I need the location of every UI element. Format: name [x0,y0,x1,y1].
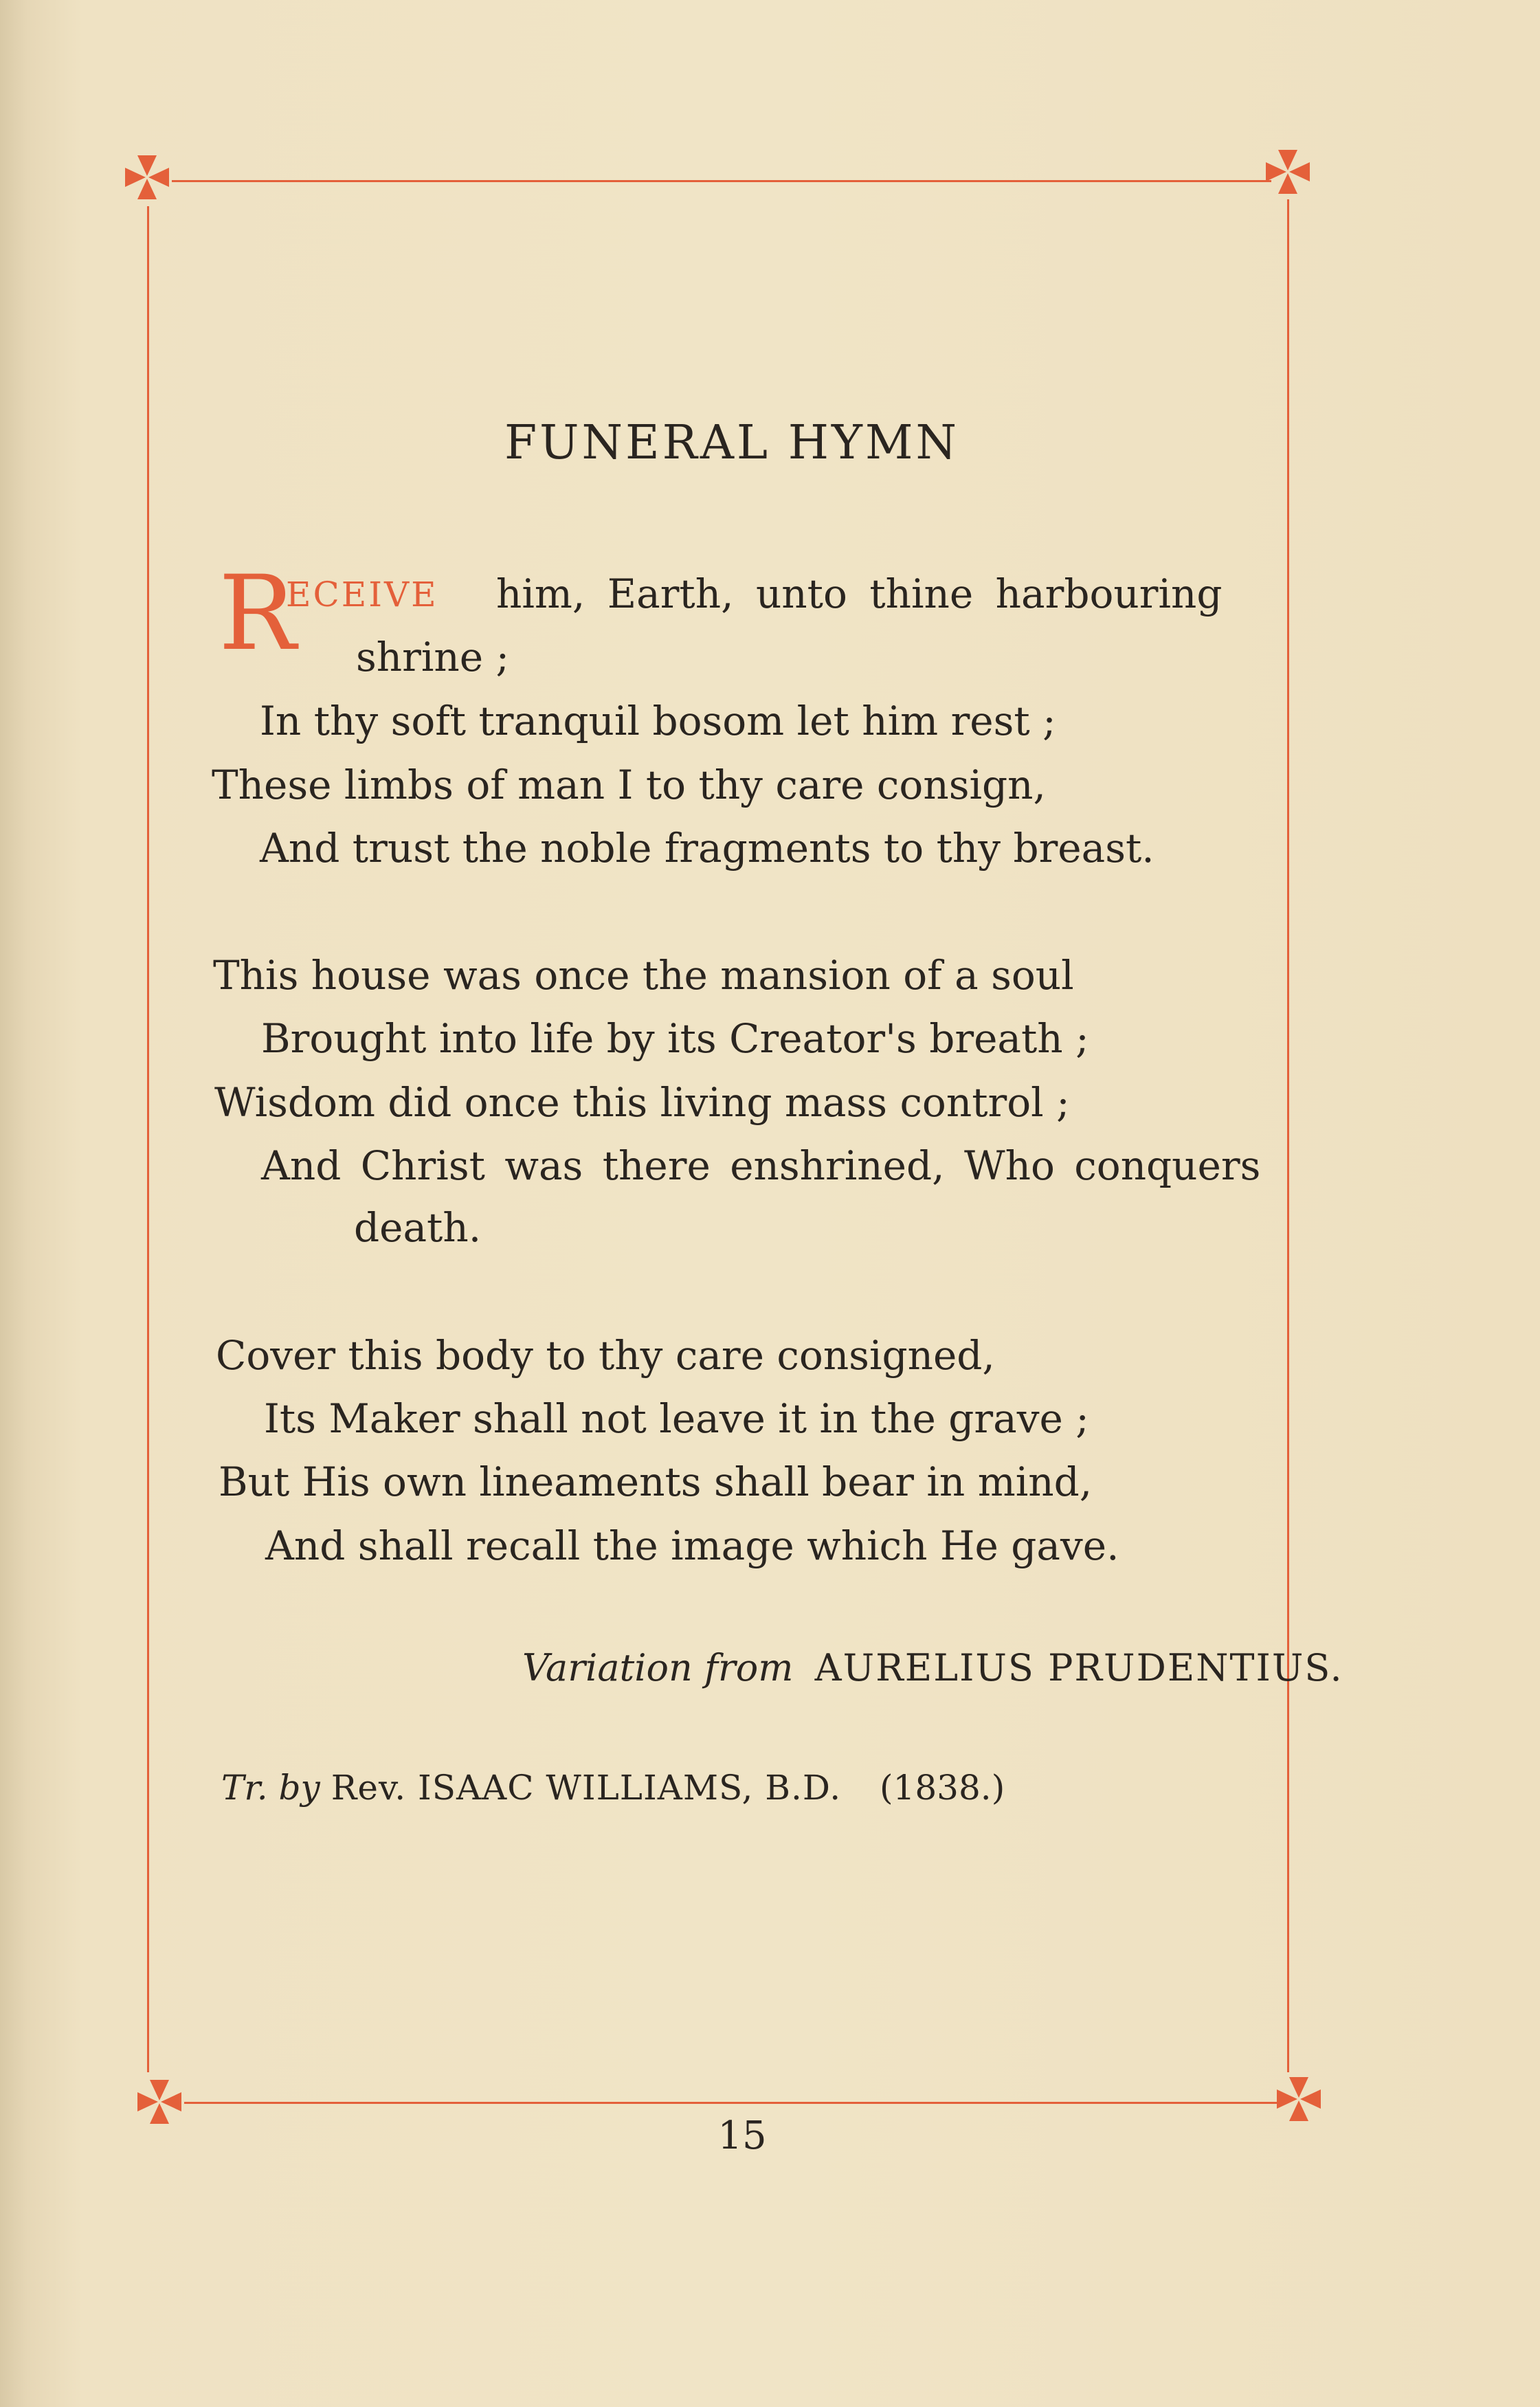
stanza2-line3: Wisdom did once this living mass control ; [214,1079,1070,1126]
stanza2-line4-continuation: death. [354,1204,482,1251]
stanza2-line4: And Christ was there enshrined, Who conquers [261,1142,1261,1189]
stanza3-line1: Cover this body to thy care consigned, [216,1332,995,1379]
stanza1-line4: And trust the noble fragments to thy breast. [260,825,1154,872]
frame-right-rule [1287,199,1289,2072]
stanza2-line2: Brought into life by its Creator's breath ; [261,1015,1089,1062]
frame-top-rule [172,180,1271,182]
translator-credit [221,1768,1005,1808]
stanza1-line2: In thy soft tranquil bosom let him rest ; [260,698,1056,744]
attribution-author: AURELIUS PRUDENTIUS. [814,1646,1343,1689]
drop-cap-rest: ECEIVE [286,575,438,614]
translator-label: Tr. by [221,1768,320,1808]
stanza3-line2: Its Maker shall not leave it in the grave ; [264,1395,1089,1442]
stanza3-line4: And shall recall the image which He gave. [265,1522,1119,1569]
stanza1-line3: These limbs of man I to thy care consign, [212,762,1046,808]
translator-year: (1838.) [880,1768,1005,1808]
stanza1-line1-continuation: shrine ; [356,634,510,680]
cross-ornament-top-right-icon [1262,146,1314,198]
page-title: FUNERAL HYMN [504,416,960,470]
frame-left-rule [147,206,149,2072]
stanza3-line3: But His own lineaments shall bear in mind, [219,1458,1093,1505]
cross-ornament-top-left-icon [121,151,173,203]
page-number: 15 [717,2114,767,2158]
translator-name: Rev. ISAAC WILLIAMS, B.D. [331,1768,842,1808]
stanza1-line1: him, Earth, unto thine harbouring [496,570,1223,617]
frame-bottom-rule [184,2102,1280,2104]
attribution [522,1646,1343,1689]
stanza2-line1: This house was once the mansion of a soul [213,952,1074,999]
drop-cap-initial: R [219,554,296,674]
attribution-label: Variation from [522,1646,794,1689]
